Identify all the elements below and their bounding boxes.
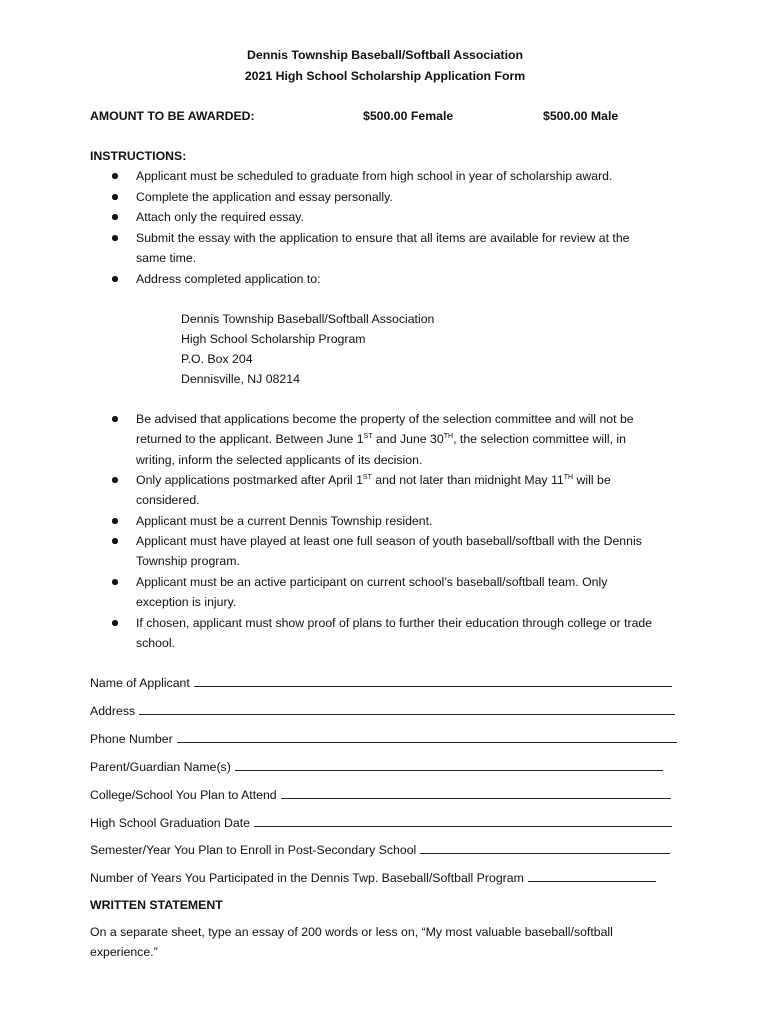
field-label: High School Graduation Date bbox=[90, 816, 250, 830]
instruction-text: Applicant must be scheduled to graduate from high school in year of scholarship award. bbox=[136, 169, 613, 183]
instructions-heading: INSTRUCTIONS: bbox=[90, 149, 187, 163]
graduation-date-field[interactable] bbox=[90, 813, 682, 833]
form-title: 2021 High School Scholarship Application Form bbox=[244, 69, 526, 83]
bullet-icon bbox=[112, 572, 122, 592]
address-line: P.O. Box 204 bbox=[181, 352, 253, 366]
field-line[interactable] bbox=[528, 869, 656, 882]
instruction-text: Applicant must be an active participant on current school’s baseball/softball team. Only exception is injury. bbox=[136, 575, 608, 610]
written-statement-text: On a separate sheet, type an essay of 200 words or less on, “My most valuable baseball/softball experience.” bbox=[90, 925, 613, 960]
org-title: Dennis Township Baseball/Softball Association bbox=[246, 48, 524, 62]
address-line: Dennisville, NJ 08214 bbox=[181, 372, 300, 386]
amount-female: $500.00 Female bbox=[363, 109, 454, 123]
bullet-icon bbox=[112, 470, 122, 490]
instruction-text: Only applications postmarked after April 1ST and not later than midnight May 11TH will be considered. bbox=[136, 473, 611, 508]
field-label: Number of Years You Participated in the Dennis Twp. Baseball/Softball Program bbox=[90, 871, 524, 885]
enroll-semester-field[interactable] bbox=[90, 840, 682, 860]
bullet-icon bbox=[112, 228, 122, 248]
field-line[interactable] bbox=[420, 841, 670, 854]
written-statement-heading: WRITTEN STATEMENT bbox=[90, 898, 223, 912]
instruction-text: Attach only the required essay. bbox=[136, 210, 304, 224]
field-line[interactable] bbox=[254, 814, 672, 827]
field-line[interactable] bbox=[235, 758, 663, 771]
college-school-field[interactable] bbox=[90, 785, 682, 805]
field-label: Name of Applicant bbox=[90, 676, 190, 690]
field-line[interactable] bbox=[194, 674, 672, 687]
field-line[interactable] bbox=[139, 702, 675, 715]
instruction-text: Complete the application and essay personally. bbox=[136, 190, 393, 204]
bullet-icon bbox=[112, 187, 122, 207]
bullet-icon bbox=[112, 166, 122, 186]
name-of-applicant-field[interactable] bbox=[90, 673, 682, 693]
bullet-icon bbox=[112, 531, 122, 551]
bullet-icon bbox=[112, 409, 122, 429]
bullet-icon bbox=[112, 511, 122, 531]
field-label: Parent/Guardian Name(s) bbox=[90, 760, 231, 774]
instruction-text: Applicant must be a current Dennis Township resident. bbox=[136, 514, 433, 528]
instruction-text: If chosen, applicant must show proof of plans to further their education through college or trade school. bbox=[136, 616, 653, 651]
field-label: College/School You Plan to Attend bbox=[90, 788, 277, 802]
address-line: High School Scholarship Program bbox=[181, 332, 366, 346]
field-label: Semester/Year You Plan to Enroll in Post-Secondary School bbox=[90, 843, 417, 857]
amount-male: $500.00 Male bbox=[543, 109, 619, 123]
phone-number-field[interactable] bbox=[90, 729, 682, 749]
amount-label: AMOUNT TO BE AWARDED: bbox=[90, 109, 255, 123]
bullet-icon bbox=[112, 207, 122, 227]
field-label: Phone Number bbox=[90, 732, 173, 746]
instruction-text: Address completed application to: bbox=[136, 272, 321, 286]
instruction-text: Submit the essay with the application to ensure that all items are available for review at the same time. bbox=[136, 231, 630, 266]
years-participated-field[interactable] bbox=[90, 868, 682, 888]
instruction-text: Be advised that applications become the property of the selection committee and will not be returned to the applicant. Between June 1ST and June 30TH, the selection committee will, in writing, inform the selected applicants of its decision. bbox=[136, 412, 634, 467]
field-line[interactable] bbox=[281, 786, 671, 799]
instruction-text: Applicant must have played at least one full season of youth baseball/softball with the Dennis Township program. bbox=[136, 534, 642, 569]
field-line[interactable] bbox=[177, 730, 677, 743]
address-line: Dennis Township Baseball/Softball Association bbox=[181, 312, 435, 326]
field-label: Address bbox=[90, 704, 136, 718]
bullet-icon bbox=[112, 269, 122, 289]
parent-guardian-field[interactable] bbox=[90, 757, 682, 777]
address-field[interactable] bbox=[90, 701, 682, 721]
bullet-icon bbox=[112, 613, 122, 633]
